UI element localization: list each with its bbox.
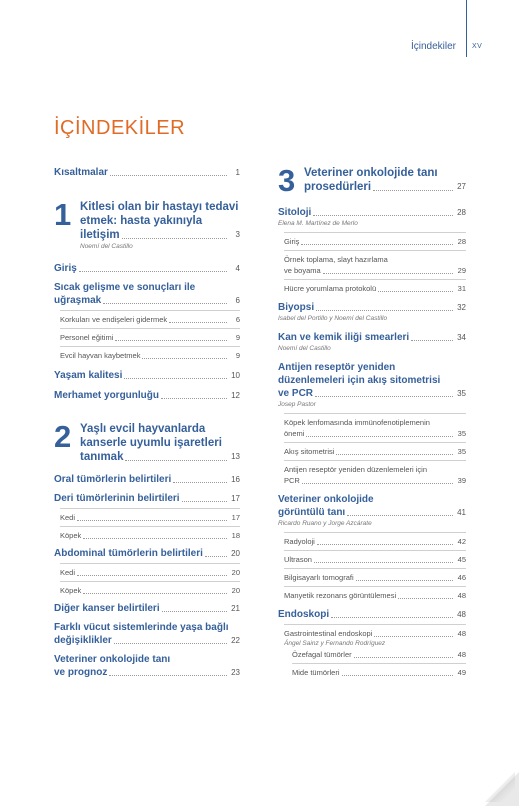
toc-subentry-abd-kopek[interactable]: Köpek 20 bbox=[60, 586, 240, 595]
toc-entry-giris[interactable]: Giriş 4 bbox=[54, 263, 240, 274]
running-header-title: İçindekiler bbox=[410, 41, 456, 52]
toc-entry-diger[interactable]: Diğer kanser belirtileri 21 bbox=[54, 603, 240, 614]
toc-subentry-mr[interactable]: Manyetik rezonans görüntülemesi 48 bbox=[284, 591, 466, 600]
page-number: XV bbox=[472, 43, 483, 50]
page-curl-shadow bbox=[485, 772, 515, 802]
toc-entry-yasam[interactable]: Yaşam kalitesi 10 bbox=[54, 370, 240, 381]
section-author: Ángel Sainz y Fernando Rodríguez bbox=[284, 640, 386, 647]
chapter-3[interactable]: 3 Veteriner onkolojide tanı prosedürleri 27 bbox=[278, 163, 466, 198]
toc-subentry-korkular[interactable]: Korkuları ve endişeleri gidermek 6 bbox=[60, 315, 240, 324]
toc-entry-biyopsi[interactable]: Biyopsi 32 bbox=[278, 302, 466, 313]
page-title: İÇİNDEKİLER bbox=[54, 117, 186, 139]
chapter-2[interactable]: 2 Yaşlı evcil hayvanlarda kanserle uyumlu işaretleri tanımak 13 bbox=[54, 419, 240, 463]
toc-subentry-bt[interactable]: Bilgisayarlı tomografi 46 bbox=[284, 573, 466, 582]
toc-entry-farkli[interactable]: Farklı vücut sistemlerinde yaşa bağlı değişiklikler 22 bbox=[54, 622, 240, 646]
toc-subentry-hucre[interactable]: Hücre yorumlama protokolü 31 bbox=[284, 284, 466, 293]
toc-subentry-deri-kedi[interactable]: Kedi 17 bbox=[60, 513, 240, 522]
chapter-author: Noemí del Castillo bbox=[80, 243, 133, 250]
header-rule bbox=[466, 0, 467, 57]
section-author: Elena M. Martínez de Merlo bbox=[278, 220, 358, 227]
toc-subentry-radyoloji[interactable]: Radyoloji 42 bbox=[284, 537, 466, 546]
toc-subentry-sit-giris[interactable]: Giriş 28 bbox=[284, 237, 466, 246]
toc-entry-abdominal[interactable]: Abdominal tümörlerin belirtileri 20 bbox=[54, 548, 240, 559]
section-author: Josep Pastor bbox=[278, 401, 316, 408]
toc-entry-antijen[interactable]: Antijen reseptör yeniden düzenlemeleri için akış sitometrisi ve PCR 35 bbox=[278, 362, 466, 399]
section-author: Isabel del Portillo y Noemí del Castillo bbox=[278, 315, 388, 322]
toc-subentry-gastro[interactable]: Gastrointestinal endoskopi 48 bbox=[284, 629, 466, 638]
toc-subentry-mide[interactable]: Mide tümörleri 49 bbox=[292, 668, 466, 677]
toc-entry-oral[interactable]: Oral tümörlerin belirtileri 16 bbox=[54, 474, 240, 485]
toc-subentry-ornek[interactable]: Örnek toplama, slayt hazırlama ve boyama 29 bbox=[284, 255, 466, 275]
toc-subentry-deri-kopek[interactable]: Köpek 18 bbox=[60, 531, 240, 540]
section-author: Noemí del Castillo bbox=[278, 345, 331, 352]
toc-subentry-ultrason[interactable]: Ultrason 45 bbox=[284, 555, 466, 564]
toc-subentry-abd-kedi[interactable]: Kedi 20 bbox=[60, 568, 240, 577]
toc-entry-sicak[interactable]: Sıcak gelişme ve sonuçları ile uğraşmak 6 bbox=[54, 282, 240, 306]
toc-entry-gorunt[interactable]: Veteriner onkolojide görüntülü tanı 41 bbox=[278, 494, 466, 518]
toc-subentry-personel[interactable]: Personel eğitimi 9 bbox=[60, 333, 240, 342]
toc-entry-deri[interactable]: Deri tümörlerinin belirtileri 17 bbox=[54, 493, 240, 504]
toc-subentry-ozefagal[interactable]: Özefagal tümörler 48 bbox=[292, 650, 466, 659]
toc-entry-endoskopi[interactable]: Endoskopi 48 bbox=[278, 609, 466, 620]
chapter-1[interactable]: 1 Kitlesi olan bir hastayı tedavi etmek: hasta yakınıyla iletişim 3 Noemí del Castillo bbox=[54, 197, 240, 250]
toc-subentry-evcil-kayip[interactable]: Evcil hayvan kaybetmek 9 bbox=[60, 351, 240, 360]
toc-entry-sitoloji[interactable]: Sitoloji 28 bbox=[278, 207, 466, 218]
toc-entry-kan[interactable]: Kan ve kemik iliği smearleri 34 bbox=[278, 332, 466, 343]
toc-subentry-kopek-lenf[interactable]: Köpek lenfomasında immünofenotiplemenin önemi 35 bbox=[284, 418, 466, 438]
toc-left-column bbox=[54, 166, 240, 679]
toc-entry-merhamet[interactable]: Merhamet yorgunluğu 12 bbox=[54, 390, 240, 401]
chapter-number: 1 bbox=[54, 197, 72, 232]
section-author: Ricardo Ruano y Jorge Azcárate bbox=[278, 520, 372, 527]
toc-subentry-akis[interactable]: Akış sitometrisi 35 bbox=[284, 447, 466, 456]
chapter-number: 3 bbox=[278, 163, 296, 198]
toc-right-column bbox=[278, 163, 466, 678]
toc-subentry-ant-pcr[interactable]: Antijen reseptör yeniden düzenlemeleri için PCR 39 bbox=[284, 465, 466, 485]
toc-entry-prognoz[interactable]: Veteriner onkolojide tanı ve prognoz 23 bbox=[54, 654, 240, 678]
chapter-number: 2 bbox=[54, 419, 72, 454]
toc-entry-kisaltmalar[interactable]: Kısaltmalar 1 bbox=[54, 167, 240, 178]
